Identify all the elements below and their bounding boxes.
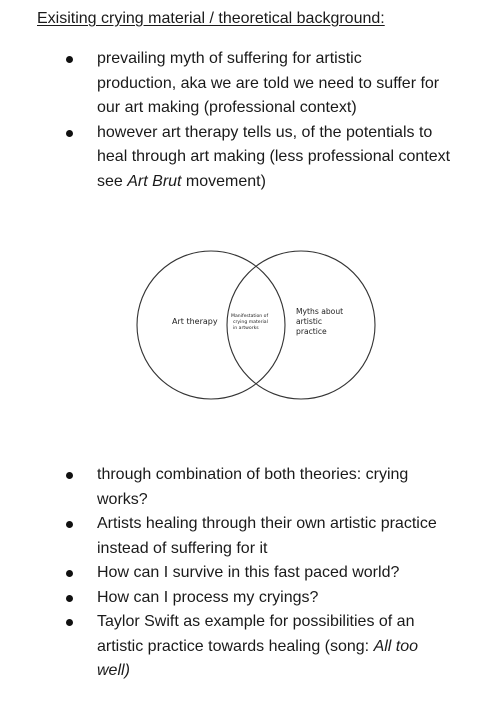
bullet-line: production, aka we are told we need to suffer for — [97, 74, 440, 92]
venn-right-line: artistic — [296, 317, 323, 326]
song-title-end: well) — [97, 662, 130, 679]
bullet-line: Taylor Swift as example for possibilities of an — [97, 613, 415, 630]
venn-overlap-line: Manifestation of — [231, 314, 269, 319]
venn-right-line: Myths about — [296, 307, 344, 316]
venn-right-label — [296, 307, 346, 336]
bullet-line: Artists healing through their own artistic practice — [97, 515, 437, 532]
list-item — [0, 610, 485, 684]
bullet-icon — [66, 56, 73, 63]
bullet-line-suffix: movement) — [181, 172, 266, 190]
venn-overlap-line: crying material — [233, 320, 268, 325]
bullet-line-prefix: see — [97, 172, 128, 190]
bullet-line: prevailing myth of suffering for artistic — [97, 50, 362, 67]
bullet-icon — [66, 521, 73, 528]
list-item — [0, 463, 485, 512]
venn-overlap-line: in artworks — [233, 326, 259, 331]
list-item — [0, 121, 485, 195]
venn-overlap-label — [231, 313, 270, 331]
bullet-line: however art therapy tells us, of the potentials to — [97, 123, 433, 141]
bullet-icon — [66, 570, 73, 577]
bullet-line: works? — [97, 490, 148, 508]
top-bullet-list — [0, 47, 485, 194]
list-item — [0, 47, 485, 121]
bullet-line: instead of suffering for it — [97, 539, 268, 557]
art-brut-term: Art Brut — [127, 172, 182, 190]
list-item — [0, 586, 485, 611]
bullet-line: How can I survive in this fast paced world? — [97, 564, 400, 581]
bullet-icon — [66, 130, 73, 137]
venn-right-line: practice — [296, 327, 327, 336]
bullet-icon — [66, 619, 73, 626]
section-heading: Exisiting crying material / theoretical background: — [37, 10, 385, 27]
bottom-bullet-list — [0, 463, 485, 684]
song-title: All too — [373, 637, 419, 655]
bullet-line: artistic practice towards healing (song: — [97, 637, 374, 655]
venn-left-label: Art therapy — [172, 317, 218, 326]
bullet-line: through combination of both theories: crying — [97, 466, 409, 483]
list-item — [0, 512, 485, 561]
bullet-line: our art making (professional context) — [97, 99, 357, 116]
bullet-icon — [66, 472, 73, 479]
bullet-line: heal through art making (less professional context — [97, 148, 451, 165]
bullet-icon — [66, 595, 73, 602]
list-item — [0, 561, 485, 586]
venn-diagram — [0, 240, 485, 410]
bullet-line: How can I process my cryings? — [97, 588, 319, 606]
